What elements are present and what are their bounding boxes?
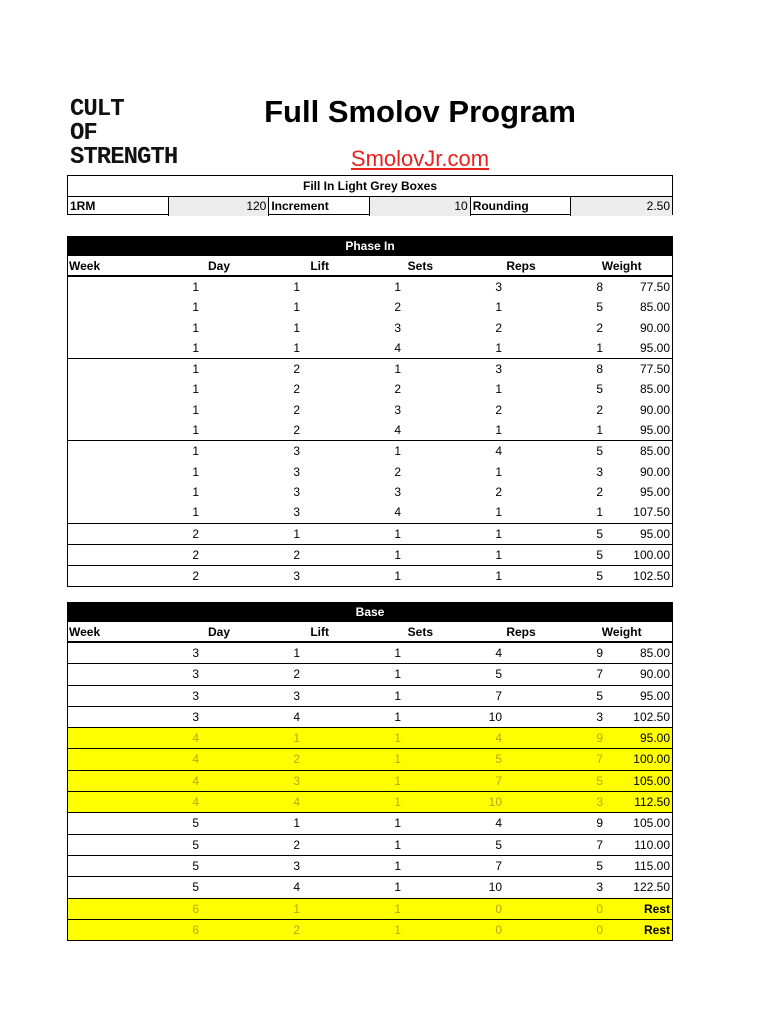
- table-row: [68, 276, 672, 297]
- cell-reps: 10: [488, 795, 502, 810]
- table-row: [68, 358, 672, 379]
- cell-percent: 5: [596, 300, 603, 315]
- cell-day: 2: [192, 547, 199, 562]
- col-reps: Reps: [506, 259, 536, 273]
- cell-day: 1: [192, 484, 199, 499]
- cell-weight: 90.00: [639, 320, 670, 335]
- cell-week: [68, 835, 102, 855]
- cell-sets: 3: [394, 402, 401, 417]
- cell-week: [68, 728, 102, 748]
- cell-week: [68, 566, 102, 586]
- logo-line: CULT: [70, 96, 124, 123]
- cell-lift: 1: [293, 320, 300, 335]
- cell-lift: 2: [293, 362, 300, 377]
- cell-sets: 4: [394, 505, 401, 520]
- cell-reps: 1: [495, 505, 502, 520]
- table-row: [68, 748, 672, 769]
- col-sets: Sets: [407, 259, 434, 273]
- cell-reps: 5: [495, 667, 502, 682]
- cell-week: [68, 359, 102, 379]
- cell-percent: 3: [596, 709, 603, 724]
- table-row: [68, 544, 672, 565]
- table-row: [68, 318, 672, 338]
- cell-day: 1: [192, 505, 199, 520]
- cell-percent: 3: [596, 464, 603, 479]
- cell-day: 4: [192, 752, 199, 767]
- cell-lift: 3: [293, 464, 300, 479]
- cell-weight: 95.00: [639, 731, 670, 746]
- cell-weight: 85.00: [639, 444, 670, 459]
- cell-percent: 9: [596, 646, 603, 660]
- cell-reps: 4: [495, 444, 502, 459]
- cell-reps: 1: [495, 300, 502, 315]
- cell-day: 3: [192, 646, 199, 660]
- cell-reps: 1: [495, 526, 502, 541]
- cell-weight: Rest: [643, 901, 670, 916]
- cell-percent: 0: [596, 901, 603, 916]
- table-row: [68, 727, 672, 748]
- table-row: [68, 462, 672, 482]
- cell-lift: 3: [293, 484, 300, 499]
- cell-percent: 3: [596, 795, 603, 810]
- cell-reps: 10: [488, 709, 502, 724]
- cell-week: [68, 441, 102, 461]
- cell-week: [68, 277, 102, 297]
- table-row: [68, 770, 672, 791]
- rounding-input[interactable]: 2.50: [571, 197, 672, 216]
- table-row: [68, 440, 672, 461]
- cell-week: [68, 545, 102, 565]
- cell-percent: 8: [596, 280, 603, 294]
- cell-week: [68, 643, 102, 663]
- table-row: [68, 685, 672, 706]
- table-row: [68, 338, 672, 358]
- cell-week: [68, 524, 102, 544]
- cell-week: [68, 502, 102, 522]
- cell-sets: 1: [394, 731, 401, 746]
- cell-weight: 102.50: [633, 569, 670, 584]
- cell-lift: 2: [293, 382, 300, 397]
- cell-sets: 1: [394, 858, 401, 873]
- cell-sets: 1: [394, 569, 401, 584]
- cell-weight: 95.00: [639, 688, 670, 703]
- cell-percent: 7: [596, 667, 603, 682]
- cell-lift: 1: [293, 280, 300, 294]
- cell-day: 2: [192, 569, 199, 584]
- cell-day: 3: [192, 688, 199, 703]
- cell-day: 4: [192, 731, 199, 746]
- cell-percent: 2: [596, 484, 603, 499]
- cell-day: 4: [192, 773, 199, 788]
- cell-weight: 122.50: [633, 880, 670, 895]
- cell-reps: 0: [495, 922, 502, 937]
- cell-week: [68, 920, 102, 940]
- col-sets: Sets: [407, 625, 434, 639]
- table-row: [68, 855, 672, 876]
- cell-lift: 3: [293, 688, 300, 703]
- cell-percent: 9: [596, 731, 603, 746]
- site-link[interactable]: SmolovJr.com: [350, 146, 490, 171]
- col-lift: Lift: [310, 259, 329, 273]
- col-day: Day: [208, 259, 231, 273]
- table-row: [68, 482, 672, 502]
- cell-week: [68, 707, 102, 727]
- cell-day: 6: [192, 901, 199, 916]
- base-rows: [67, 642, 673, 941]
- cell-week: [68, 877, 102, 897]
- cell-day: 5: [192, 816, 199, 831]
- cell-reps: 7: [495, 858, 502, 873]
- cell-lift: 4: [293, 880, 300, 895]
- cell-sets: 2: [394, 300, 401, 315]
- cell-weight: 110.00: [634, 837, 670, 852]
- cell-reps: 4: [495, 816, 502, 831]
- increment-label: Increment: [269, 197, 370, 216]
- cell-percent: 5: [596, 569, 603, 584]
- col-weight: Weight: [601, 625, 642, 639]
- cell-percent: 8: [596, 362, 603, 377]
- cell-percent: 5: [596, 688, 603, 703]
- table-row: [68, 379, 672, 399]
- cell-reps: 5: [495, 837, 502, 852]
- cell-weight: Rest: [643, 922, 670, 937]
- cell-percent: 1: [596, 423, 603, 438]
- cell-reps: 2: [495, 402, 502, 417]
- cell-week: [68, 462, 102, 482]
- table-row: [68, 523, 672, 544]
- cell-reps: 7: [495, 773, 502, 788]
- cell-weight: 100.00: [633, 752, 670, 767]
- cell-sets: 3: [394, 320, 401, 335]
- cell-day: 1: [192, 382, 199, 397]
- cell-week: [68, 899, 102, 919]
- cell-percent: 0: [596, 922, 603, 937]
- table-row: [68, 919, 672, 940]
- cell-percent: 1: [596, 340, 603, 355]
- cell-sets: 1: [394, 922, 401, 937]
- page-title: Full Smolov Program: [264, 94, 576, 129]
- cell-reps: 1: [495, 569, 502, 584]
- cell-weight: 95.00: [639, 484, 670, 499]
- cell-sets: 1: [394, 362, 401, 377]
- cell-week: [68, 400, 102, 420]
- table-row: [68, 297, 672, 317]
- cell-day: 1: [192, 300, 199, 315]
- cell-lift: 2: [293, 402, 300, 417]
- table-row: [68, 642, 672, 663]
- cell-week: [68, 482, 102, 502]
- cell-weight: 107.50: [633, 505, 670, 520]
- cell-reps: 1: [495, 423, 502, 438]
- cell-reps: 2: [495, 484, 502, 499]
- column-header-row: [67, 622, 673, 642]
- cell-reps: 10: [488, 880, 502, 895]
- cell-weight: 95.00: [639, 423, 670, 438]
- cell-day: 1: [192, 280, 199, 294]
- cell-weight: 102.50: [633, 709, 670, 724]
- input-panel: [67, 175, 673, 215]
- cell-reps: 5: [495, 752, 502, 767]
- cell-sets: 1: [394, 646, 401, 660]
- cell-day: 6: [192, 922, 199, 937]
- cell-week: [68, 297, 102, 317]
- cell-week: [68, 856, 102, 876]
- input-caption: Fill In Light Grey Boxes: [68, 176, 672, 197]
- cell-week: [68, 813, 102, 833]
- cell-week: [68, 792, 102, 812]
- cell-lift: 1: [293, 300, 300, 315]
- cell-sets: 1: [394, 816, 401, 831]
- cell-sets: 1: [394, 444, 401, 459]
- cell-sets: 1: [394, 773, 401, 788]
- cell-reps: 7: [495, 688, 502, 703]
- cell-percent: 3: [596, 880, 603, 895]
- cell-percent: 5: [596, 526, 603, 541]
- cell-reps: 3: [495, 362, 502, 377]
- cell-day: 1: [192, 444, 199, 459]
- onerm-label: 1RM: [68, 197, 169, 216]
- cell-week: [68, 338, 102, 358]
- cell-reps: 4: [495, 731, 502, 746]
- cell-lift: 1: [293, 901, 300, 916]
- col-week: Week: [69, 259, 101, 273]
- cell-day: 1: [192, 362, 199, 377]
- col-lift: Lift: [310, 625, 329, 639]
- cell-week: [68, 686, 102, 706]
- cell-sets: 1: [394, 280, 401, 294]
- cell-reps: 3: [495, 280, 502, 294]
- cell-sets: 1: [394, 547, 401, 562]
- cell-day: 1: [192, 320, 199, 335]
- cell-day: 1: [192, 423, 199, 438]
- cell-weight: 112.50: [634, 795, 670, 810]
- cell-reps: 4: [495, 646, 502, 660]
- cell-lift: 2: [293, 752, 300, 767]
- cult-of-strength-logo: [70, 98, 210, 170]
- base-title: Base: [67, 602, 673, 622]
- column-header-row: [67, 256, 673, 276]
- base-table: [67, 602, 673, 941]
- cell-weight: 90.00: [639, 464, 670, 479]
- cell-percent: 5: [596, 444, 603, 459]
- cell-reps: 1: [495, 547, 502, 562]
- cell-weight: 85.00: [639, 646, 670, 660]
- phase-in-table: [67, 236, 673, 587]
- phase-in-title: Phase In: [67, 236, 673, 256]
- cell-lift: 3: [293, 858, 300, 873]
- cell-weight: 115.00: [634, 858, 670, 873]
- cell-sets: 2: [394, 382, 401, 397]
- cell-week: [68, 379, 102, 399]
- cell-lift: 3: [293, 444, 300, 459]
- cell-sets: 3: [394, 484, 401, 499]
- col-week: Week: [69, 625, 101, 639]
- cell-week: [68, 749, 102, 769]
- cell-weight: 85.00: [639, 382, 670, 397]
- logo-line: STRENGTH: [70, 144, 178, 171]
- increment-input[interactable]: 10: [370, 197, 471, 216]
- cell-reps: 1: [495, 464, 502, 479]
- cell-day: 5: [192, 837, 199, 852]
- cell-percent: 2: [596, 320, 603, 335]
- cell-lift: 3: [293, 505, 300, 520]
- cell-sets: 1: [394, 688, 401, 703]
- cell-weight: 100.00: [633, 547, 670, 562]
- cell-sets: 2: [394, 464, 401, 479]
- table-row: [68, 420, 672, 440]
- cell-sets: 1: [394, 901, 401, 916]
- table-row: [68, 502, 672, 522]
- cell-lift: 1: [293, 526, 300, 541]
- table-row: [68, 791, 672, 812]
- cell-lift: 1: [293, 340, 300, 355]
- cell-day: 2: [192, 526, 199, 541]
- cell-weight: 95.00: [639, 340, 670, 355]
- table-row: [68, 400, 672, 420]
- cell-sets: 1: [394, 667, 401, 682]
- cell-lift: 1: [293, 646, 300, 660]
- cell-lift: 4: [293, 709, 300, 724]
- cell-day: 3: [192, 709, 199, 724]
- table-row: [68, 898, 672, 919]
- cell-weight: 77.50: [639, 362, 670, 377]
- cell-weight: 105.00: [633, 773, 670, 788]
- cell-week: [68, 318, 102, 338]
- col-reps: Reps: [506, 625, 536, 639]
- cell-percent: 9: [596, 816, 603, 831]
- cell-percent: 7: [596, 752, 603, 767]
- cell-reps: 2: [495, 320, 502, 335]
- cell-lift: 4: [293, 795, 300, 810]
- cell-day: 3: [192, 667, 199, 682]
- cell-sets: 1: [394, 709, 401, 724]
- cell-week: [68, 420, 102, 440]
- cell-percent: 5: [596, 773, 603, 788]
- cell-day: 5: [192, 858, 199, 873]
- cell-reps: 1: [495, 382, 502, 397]
- cell-weight: 105.00: [633, 816, 670, 831]
- cell-lift: 2: [293, 922, 300, 937]
- cell-reps: 1: [495, 340, 502, 355]
- table-row: [68, 706, 672, 727]
- cell-percent: 7: [596, 837, 603, 852]
- cell-lift: 2: [293, 423, 300, 438]
- table-row: [68, 812, 672, 833]
- cell-weight: 95.00: [639, 526, 670, 541]
- cell-weight: 85.00: [639, 300, 670, 315]
- cell-weight: 90.00: [639, 667, 670, 682]
- cell-sets: 4: [394, 423, 401, 438]
- cell-sets: 4: [394, 340, 401, 355]
- cell-sets: 1: [394, 795, 401, 810]
- cell-day: 1: [192, 464, 199, 479]
- table-row: [68, 565, 672, 586]
- col-weight: Weight: [601, 259, 642, 273]
- cell-weight: 77.50: [639, 280, 670, 294]
- cell-lift: 1: [293, 816, 300, 831]
- cell-lift: 3: [293, 773, 300, 788]
- cell-percent: 5: [596, 382, 603, 397]
- col-day: Day: [208, 625, 231, 639]
- cell-lift: 1: [293, 731, 300, 746]
- cell-lift: 2: [293, 837, 300, 852]
- onerm-input[interactable]: 120: [169, 197, 270, 216]
- cell-lift: 3: [293, 569, 300, 584]
- cell-lift: 2: [293, 667, 300, 682]
- logo-line: OF: [70, 120, 97, 147]
- table-row: [68, 876, 672, 897]
- table-row: [68, 663, 672, 684]
- cell-sets: 1: [394, 752, 401, 767]
- cell-reps: 0: [495, 901, 502, 916]
- cell-week: [68, 771, 102, 791]
- cell-day: 4: [192, 795, 199, 810]
- cell-day: 5: [192, 880, 199, 895]
- cell-day: 1: [192, 340, 199, 355]
- phase-in-rows: [67, 276, 673, 587]
- cell-percent: 5: [596, 858, 603, 873]
- cell-sets: 1: [394, 526, 401, 541]
- cell-week: [68, 664, 102, 684]
- rounding-label: Rounding: [471, 197, 572, 216]
- cell-lift: 2: [293, 547, 300, 562]
- cell-sets: 1: [394, 837, 401, 852]
- cell-sets: 1: [394, 880, 401, 895]
- cell-weight: 90.00: [639, 402, 670, 417]
- table-row: [68, 834, 672, 855]
- cell-percent: 5: [596, 547, 603, 562]
- cell-percent: 2: [596, 402, 603, 417]
- cell-percent: 1: [596, 505, 603, 520]
- cell-day: 1: [192, 402, 199, 417]
